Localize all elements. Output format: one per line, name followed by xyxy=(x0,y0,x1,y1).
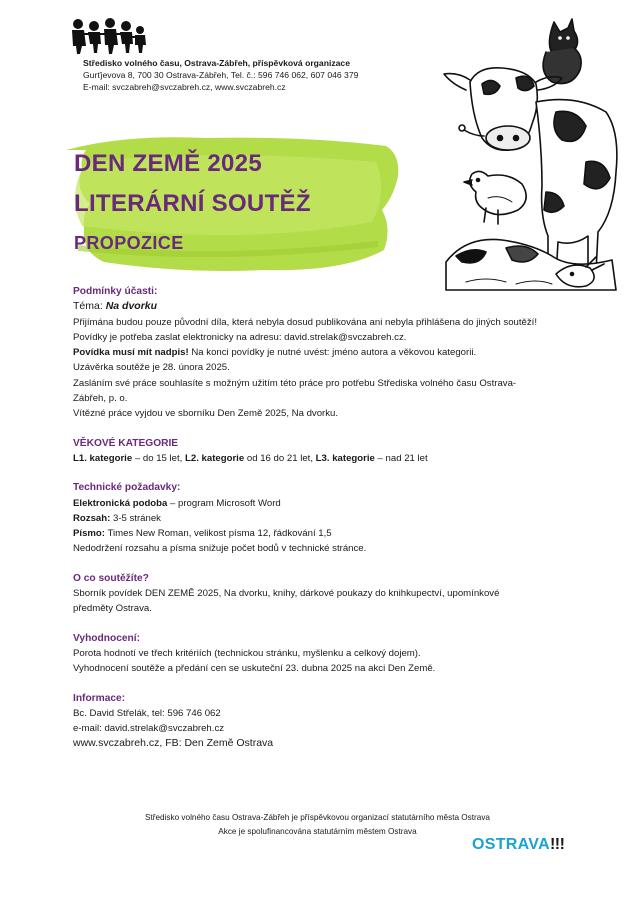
farm-animals-illustration xyxy=(436,12,626,297)
age-heading: VĚKOVÉ KATEGORIE xyxy=(73,437,179,449)
footer-line-2: Akce je spolufinancována statutárním městem Ostrava xyxy=(218,826,417,836)
technical-length xyxy=(73,511,593,526)
prizes-line-1: Sborník povídek DEN ZEMĚ 2025, Na dvorku, knihy, dárkové poukazy do knihkupectví, upomínkové xyxy=(73,588,500,600)
conditions-p1: Přijímána budou pouze původní díla, která nebyla dosud publikována ani nebyla přihlášena do jiných soutěží! xyxy=(73,316,538,328)
theme-label: Téma: xyxy=(73,300,103,313)
conditions-p3-rest: Na konci povídky je nutné uvést: jméno autora a věkovou kategorii. xyxy=(188,347,477,359)
title-line-2: LITERÁRNÍ SOUTĚŽ xyxy=(74,190,311,217)
title-line-3: PROPOZICE xyxy=(74,233,184,253)
technical-font xyxy=(73,526,593,541)
ostrava-logo-marks: !!! xyxy=(549,836,565,853)
org-address: Gurťjevova 8, 700 30 Ostrava-Zábřeh, Tel. č.: 596 746 062, 607 046 379 xyxy=(83,70,359,80)
title-banner xyxy=(56,128,406,278)
technical-heading: Technické požadavky: xyxy=(73,482,181,494)
contact-email: e-mail: david.strelak@svczabreh.cz xyxy=(73,723,225,735)
category-l3-label: L3. kategorie xyxy=(315,452,375,464)
conditions-p6: Vítězné práce vyjdou ve sborníku Den Země 2025, Na dvorku. xyxy=(73,408,339,420)
format-text: – program Microsoft Word xyxy=(167,497,281,509)
category-l2-label: L2. kategorie xyxy=(185,452,245,464)
footer-line-1: Středisko volného času Ostrava-Zábřeh je příspěvkovou organizací statutárního města Ostrava xyxy=(145,813,490,822)
conditions-p2: Povídky je potřeba zaslat elektronicky na adresu: david.strelak@svczabreh.cz. xyxy=(73,331,407,343)
technical-format xyxy=(73,496,593,511)
conditions-p3 xyxy=(73,345,593,360)
footer xyxy=(0,811,635,838)
category-l1-label: L1. kategorie xyxy=(73,452,133,464)
evaluation-line-2: Vyhodnocení soutěže a předání cen se uskuteční 23. dubna 2025 na akci Den Země. xyxy=(73,663,436,675)
theme-line xyxy=(73,299,593,314)
font-label: Písmo: xyxy=(73,528,105,540)
conditions-p5a: Zasláním své práce souhlasíte s možným užitím této práce pro potřebu Střediska volného času Ostrava- xyxy=(73,377,517,389)
theme-value: Na dvorku xyxy=(105,300,158,313)
prizes-line-2: předměty Ostrava. xyxy=(73,603,152,615)
length-text: 3-5 stránek xyxy=(110,512,161,524)
technical-note: Nedodržení rozsahu a písma snižuje počet bodů v technické stránce. xyxy=(73,543,367,555)
evaluation-line-1: Porota hodnotí ve třech kritériích (technickou stránku, myšlenku a celkový dojem). xyxy=(73,647,421,659)
length-label: Rozsah: xyxy=(73,512,111,524)
category-l3-text: – nad 21 let xyxy=(374,452,428,464)
format-label: Elektronická podoba xyxy=(73,497,168,509)
ostrava-logo xyxy=(472,836,564,854)
children-logo-icon xyxy=(67,16,147,56)
age-categories xyxy=(73,451,593,466)
category-l1-text: – do 15 let, xyxy=(132,452,185,464)
font-text: Times New Roman, velikost písma 12, řádkování 1,5 xyxy=(105,528,332,540)
conditions-heading: Podmínky účasti: xyxy=(73,286,158,297)
title-line-1: DEN ZEMĚ 2025 xyxy=(74,150,262,177)
content xyxy=(73,284,593,752)
deadline-line: Uzávěrka soutěže je 28. února 2025. xyxy=(73,362,230,374)
info-heading: Informace: xyxy=(73,692,126,704)
org-contact: E-mail: svczabreh@svczabreh.cz, www.svczabreh.cz xyxy=(83,82,286,92)
prizes-heading: O co soutěžíte? xyxy=(73,572,149,584)
title-required-note: Povídka musí mít nadpis! xyxy=(73,347,189,359)
category-l2-text: od 16 do 21 let, xyxy=(244,452,316,464)
contact-name: Bc. David Střelák, tel: 596 746 062 xyxy=(73,707,221,719)
evaluation-heading: Vyhodnocení: xyxy=(73,632,140,644)
conditions-p5b: Zábřeh, p. o. xyxy=(73,393,128,405)
contact-web: www.svczabreh.cz, FB: Den Země Ostrava xyxy=(73,737,274,750)
org-name: Středisko volného času, Ostrava-Zábřeh, příspěvková organizace xyxy=(83,58,350,68)
ostrava-logo-word: OSTRAVA xyxy=(472,836,550,853)
